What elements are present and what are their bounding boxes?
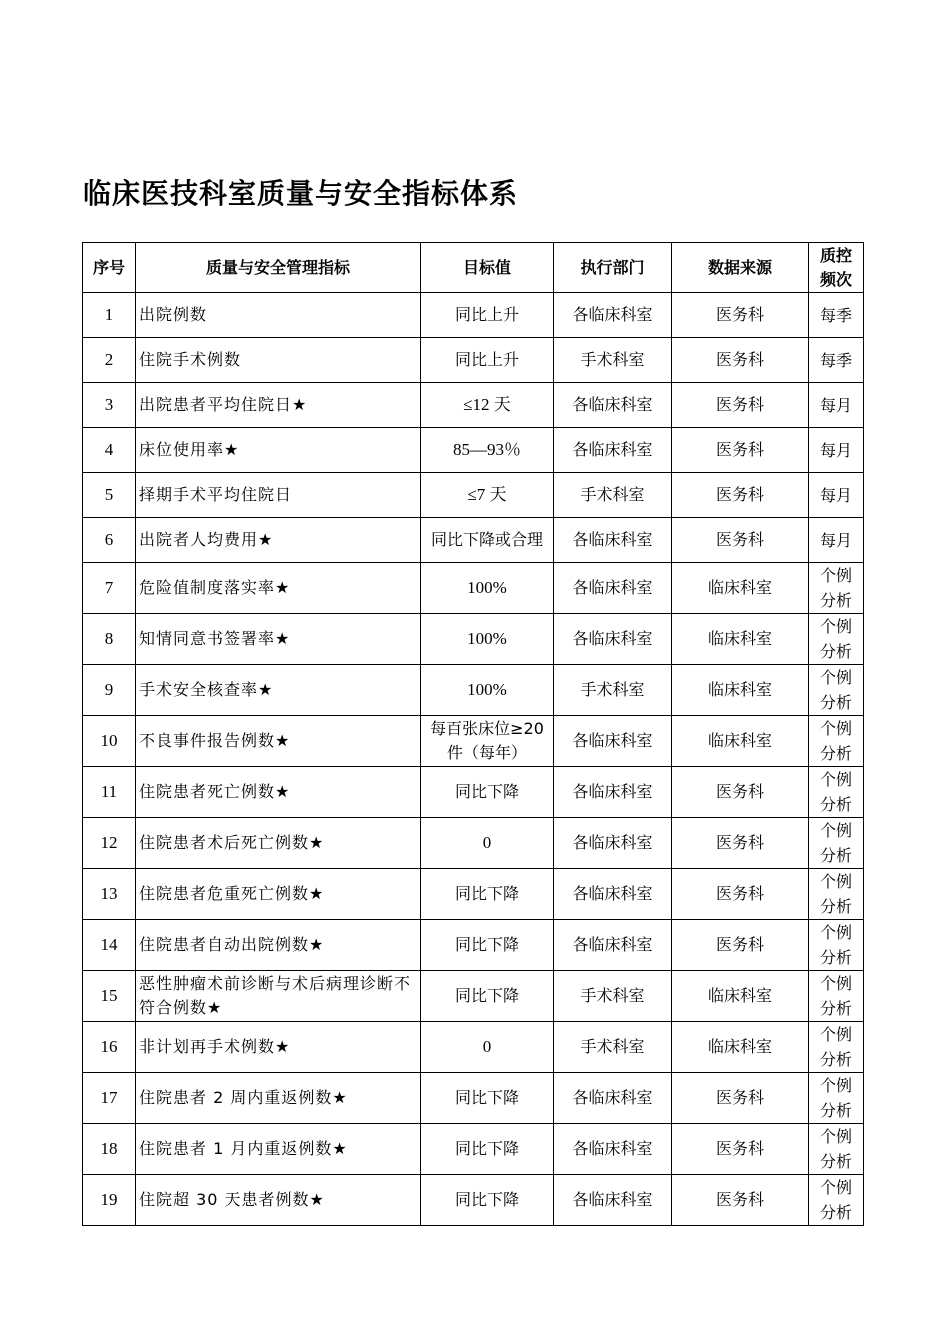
table-row [83, 1073, 864, 1124]
cell-index: 9 [83, 665, 136, 716]
cell-target: 100% [421, 614, 554, 665]
cell-index: 10 [83, 716, 136, 767]
cell-frequency: 个例分析 [809, 665, 864, 716]
cell-source: 临床科室 [672, 716, 809, 767]
cell-target: 0 [421, 818, 554, 869]
cell-indicator: 不良事件报告例数★ [136, 716, 421, 767]
table-row [83, 428, 864, 473]
cell-index: 18 [83, 1124, 136, 1175]
cell-target: 同比上升 [421, 338, 554, 383]
cell-indicator: 住院患者自动出院例数★ [136, 920, 421, 971]
cell-department: 手术科室 [554, 473, 672, 518]
cell-frequency: 每月 [809, 473, 864, 518]
cell-index: 4 [83, 428, 136, 473]
cell-target: 同比下降或合理 [421, 518, 554, 563]
cell-frequency: 每月 [809, 383, 864, 428]
cell-index: 15 [83, 971, 136, 1022]
cell-source: 医务科 [672, 767, 809, 818]
cell-source: 临床科室 [672, 1022, 809, 1073]
cell-source: 临床科室 [672, 665, 809, 716]
table-row [83, 473, 864, 518]
cell-indicator: 出院者人均费用★ [136, 518, 421, 563]
cell-source: 医务科 [672, 1124, 809, 1175]
cell-source: 医务科 [672, 1175, 809, 1226]
cell-department: 各临床科室 [554, 383, 672, 428]
cell-source: 医务科 [672, 428, 809, 473]
cell-source: 临床科室 [672, 971, 809, 1022]
cell-target: ≤7 天 [421, 473, 554, 518]
cell-target: 每百张床位≥20件（每年） [421, 716, 554, 767]
cell-department: 各临床科室 [554, 920, 672, 971]
cell-target: ≤12 天 [421, 383, 554, 428]
cell-department: 各临床科室 [554, 428, 672, 473]
cell-source: 医务科 [672, 920, 809, 971]
cell-department: 各临床科室 [554, 818, 672, 869]
cell-source: 医务科 [672, 338, 809, 383]
cell-department: 各临床科室 [554, 518, 672, 563]
cell-department: 各临床科室 [554, 293, 672, 338]
cell-target: 100% [421, 665, 554, 716]
cell-frequency: 个例分析 [809, 869, 864, 920]
table-row [83, 293, 864, 338]
cell-frequency: 每季 [809, 293, 864, 338]
cell-index: 16 [83, 1022, 136, 1073]
cell-target: 同比下降 [421, 869, 554, 920]
table-row [83, 971, 864, 1022]
table-row [83, 665, 864, 716]
cell-frequency: 个例分析 [809, 818, 864, 869]
cell-indicator: 手术安全核查率★ [136, 665, 421, 716]
cell-index: 11 [83, 767, 136, 818]
document-title: 临床医技科室质量与安全指标体系 [83, 177, 519, 210]
cell-index: 8 [83, 614, 136, 665]
cell-frequency: 个例分析 [809, 563, 864, 614]
cell-department: 各临床科室 [554, 1073, 672, 1124]
cell-indicator: 非计划再手术例数★ [136, 1022, 421, 1073]
cell-frequency: 个例分析 [809, 716, 864, 767]
cell-source: 医务科 [672, 383, 809, 428]
table-row [83, 716, 864, 767]
cell-index: 1 [83, 293, 136, 338]
cell-department: 手术科室 [554, 1022, 672, 1073]
cell-department: 手术科室 [554, 971, 672, 1022]
header-department: 执行部门 [554, 243, 672, 293]
cell-index: 13 [83, 869, 136, 920]
cell-target: 0 [421, 1022, 554, 1073]
table-row [83, 869, 864, 920]
cell-indicator: 知情同意书签署率★ [136, 614, 421, 665]
cell-index: 19 [83, 1175, 136, 1226]
cell-target: 同比下降 [421, 920, 554, 971]
cell-frequency: 每季 [809, 338, 864, 383]
cell-source: 医务科 [672, 293, 809, 338]
table-row [83, 518, 864, 563]
cell-source: 临床科室 [672, 563, 809, 614]
cell-target: 同比下降 [421, 767, 554, 818]
table-row [83, 920, 864, 971]
cell-index: 14 [83, 920, 136, 971]
cell-indicator: 住院超 30 天患者例数★ [136, 1175, 421, 1226]
cell-source: 临床科室 [672, 614, 809, 665]
cell-department: 各临床科室 [554, 767, 672, 818]
table-row [83, 1124, 864, 1175]
cell-department: 各临床科室 [554, 1175, 672, 1226]
cell-source: 医务科 [672, 1073, 809, 1124]
cell-indicator: 床位使用率★ [136, 428, 421, 473]
cell-source: 医务科 [672, 818, 809, 869]
cell-frequency: 个例分析 [809, 1073, 864, 1124]
cell-target: 同比下降 [421, 1124, 554, 1175]
cell-index: 2 [83, 338, 136, 383]
cell-department: 手术科室 [554, 665, 672, 716]
cell-index: 3 [83, 383, 136, 428]
cell-source: 医务科 [672, 869, 809, 920]
cell-frequency: 每月 [809, 518, 864, 563]
cell-indicator: 恶性肿瘤术前诊断与术后病理诊断不符合例数★ [136, 971, 421, 1022]
cell-indicator: 住院患者死亡例数★ [136, 767, 421, 818]
header-indicator: 质量与安全管理指标 [136, 243, 421, 293]
cell-indicator: 住院手术例数 [136, 338, 421, 383]
cell-indicator: 出院患者平均住院日★ [136, 383, 421, 428]
table-header-row [83, 243, 864, 293]
cell-index: 17 [83, 1073, 136, 1124]
cell-department: 各临床科室 [554, 869, 672, 920]
cell-department: 手术科室 [554, 338, 672, 383]
cell-index: 5 [83, 473, 136, 518]
cell-indicator: 择期手术平均住院日 [136, 473, 421, 518]
table-row [83, 614, 864, 665]
cell-frequency: 每月 [809, 428, 864, 473]
cell-frequency: 个例分析 [809, 1124, 864, 1175]
cell-frequency: 个例分析 [809, 1175, 864, 1226]
cell-frequency: 个例分析 [809, 920, 864, 971]
header-frequency: 质控频次 [809, 243, 864, 293]
cell-department: 各临床科室 [554, 614, 672, 665]
cell-department: 各临床科室 [554, 716, 672, 767]
cell-frequency: 个例分析 [809, 1022, 864, 1073]
cell-indicator: 住院患者危重死亡例数★ [136, 869, 421, 920]
table-row [83, 1175, 864, 1226]
cell-indicator: 出院例数 [136, 293, 421, 338]
cell-index: 7 [83, 563, 136, 614]
cell-index: 6 [83, 518, 136, 563]
cell-department: 各临床科室 [554, 563, 672, 614]
cell-indicator: 住院患者术后死亡例数★ [136, 818, 421, 869]
table-row [83, 818, 864, 869]
indicator-table [82, 242, 864, 1226]
table-row [83, 383, 864, 428]
table-row [83, 1022, 864, 1073]
cell-indicator: 危险值制度落实率★ [136, 563, 421, 614]
cell-target: 85—93％ [421, 428, 554, 473]
cell-frequency: 个例分析 [809, 767, 864, 818]
cell-frequency: 个例分析 [809, 971, 864, 1022]
cell-target: 同比上升 [421, 293, 554, 338]
cell-department: 各临床科室 [554, 1124, 672, 1175]
cell-source: 医务科 [672, 473, 809, 518]
cell-frequency: 个例分析 [809, 614, 864, 665]
cell-source: 医务科 [672, 518, 809, 563]
cell-target: 同比下降 [421, 1175, 554, 1226]
table-row [83, 338, 864, 383]
header-target: 目标值 [421, 243, 554, 293]
header-index: 序号 [83, 243, 136, 293]
cell-indicator: 住院患者 2 周内重返例数★ [136, 1073, 421, 1124]
cell-index: 12 [83, 818, 136, 869]
cell-indicator: 住院患者 1 月内重返例数★ [136, 1124, 421, 1175]
header-source: 数据来源 [672, 243, 809, 293]
table-row [83, 767, 864, 818]
cell-target: 同比下降 [421, 1073, 554, 1124]
cell-target: 100% [421, 563, 554, 614]
cell-target: 同比下降 [421, 971, 554, 1022]
table-row [83, 563, 864, 614]
